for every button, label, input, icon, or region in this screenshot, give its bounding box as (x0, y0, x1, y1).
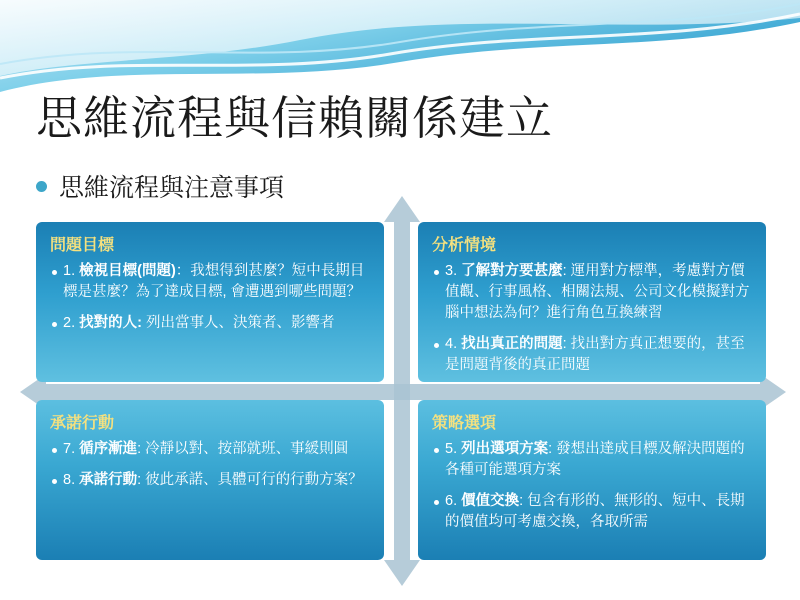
quadrant-title: 承諾行動 (50, 415, 115, 432)
list-item (48, 261, 374, 303)
item-lead: 找對的人: (79, 315, 142, 332)
item-lead: 循序漸進 (79, 441, 138, 457)
list-item (430, 491, 756, 533)
page-title: 思維流程與信賴關係建立 (36, 92, 553, 144)
item-number: 6. (445, 493, 458, 510)
quadrant-commit-action (36, 400, 384, 560)
bullet-icon (434, 270, 439, 275)
quadrant-title: 問題目標 (50, 237, 115, 254)
item-text: : 找出對方真正想要的，甚至是問題背後的真正問題 (445, 336, 745, 374)
quadrant-problem-goal (36, 222, 384, 382)
list-item (48, 439, 374, 460)
item-text: ：我想得到甚麼？短中長期目標是甚麼？為了達成目標, 會遭遇到哪些問題？ (63, 263, 365, 301)
bullet-icon (434, 500, 439, 505)
bullet-icon (434, 343, 439, 348)
bullet-icon (52, 479, 57, 484)
item-text: : 包含有形的、無形的、短中、長期的價值均可考慮交換，各取所需 (445, 493, 745, 531)
item-text: : 運用對方標準，考慮對方價值觀、行事風格、相關法規、公司文化模擬對方腦中想法為何？進行角色互換練習 (445, 263, 750, 322)
bullet-icon (52, 448, 57, 453)
item-text: 列出當事人、決策者、影響者 (141, 315, 335, 332)
bullet-icon (36, 181, 47, 192)
list-item (430, 439, 756, 481)
subtitle (36, 168, 284, 204)
subtitle-label: 思維流程與注意事項 (59, 174, 285, 202)
item-lead: 列出選項方案 (461, 441, 549, 457)
quadrant-strategy-options (418, 400, 766, 560)
item-number: 1. (63, 263, 76, 279)
item-lead: 承諾行動 (79, 472, 138, 489)
quadrant-analyze-context (418, 222, 766, 382)
item-text: : 彼此承諾、具體可行的行動方案？ (137, 472, 363, 489)
item-number: 3. (445, 263, 458, 279)
item-number: 7. (63, 441, 76, 457)
decorative-banner (0, 0, 800, 92)
item-text: : 冷靜以對、按部就班、事緩則圓 (137, 441, 349, 457)
list-item (430, 261, 756, 324)
item-number: 2. (63, 315, 76, 332)
item-number: 4. (445, 336, 458, 353)
item-lead: 了解對方要甚麼 (461, 263, 563, 279)
item-lead: 找出真正的問題 (461, 336, 563, 353)
item-number: 8. (63, 472, 76, 489)
bullet-icon (434, 448, 439, 453)
list-item (48, 470, 374, 491)
quadrant-title: 分析情境 (432, 237, 497, 254)
item-number: 5. (445, 441, 458, 457)
list-item (430, 334, 756, 376)
bullet-icon (52, 270, 57, 275)
quadrant-title: 策略選項 (432, 415, 497, 432)
item-lead: 價值交換 (461, 493, 520, 510)
bullet-icon (52, 322, 57, 327)
item-text: : 發想出達成目標及解決問題的各種可能選項方案 (445, 441, 745, 479)
item-lead: 檢視目標(問題) (79, 263, 176, 279)
list-item (48, 313, 374, 334)
